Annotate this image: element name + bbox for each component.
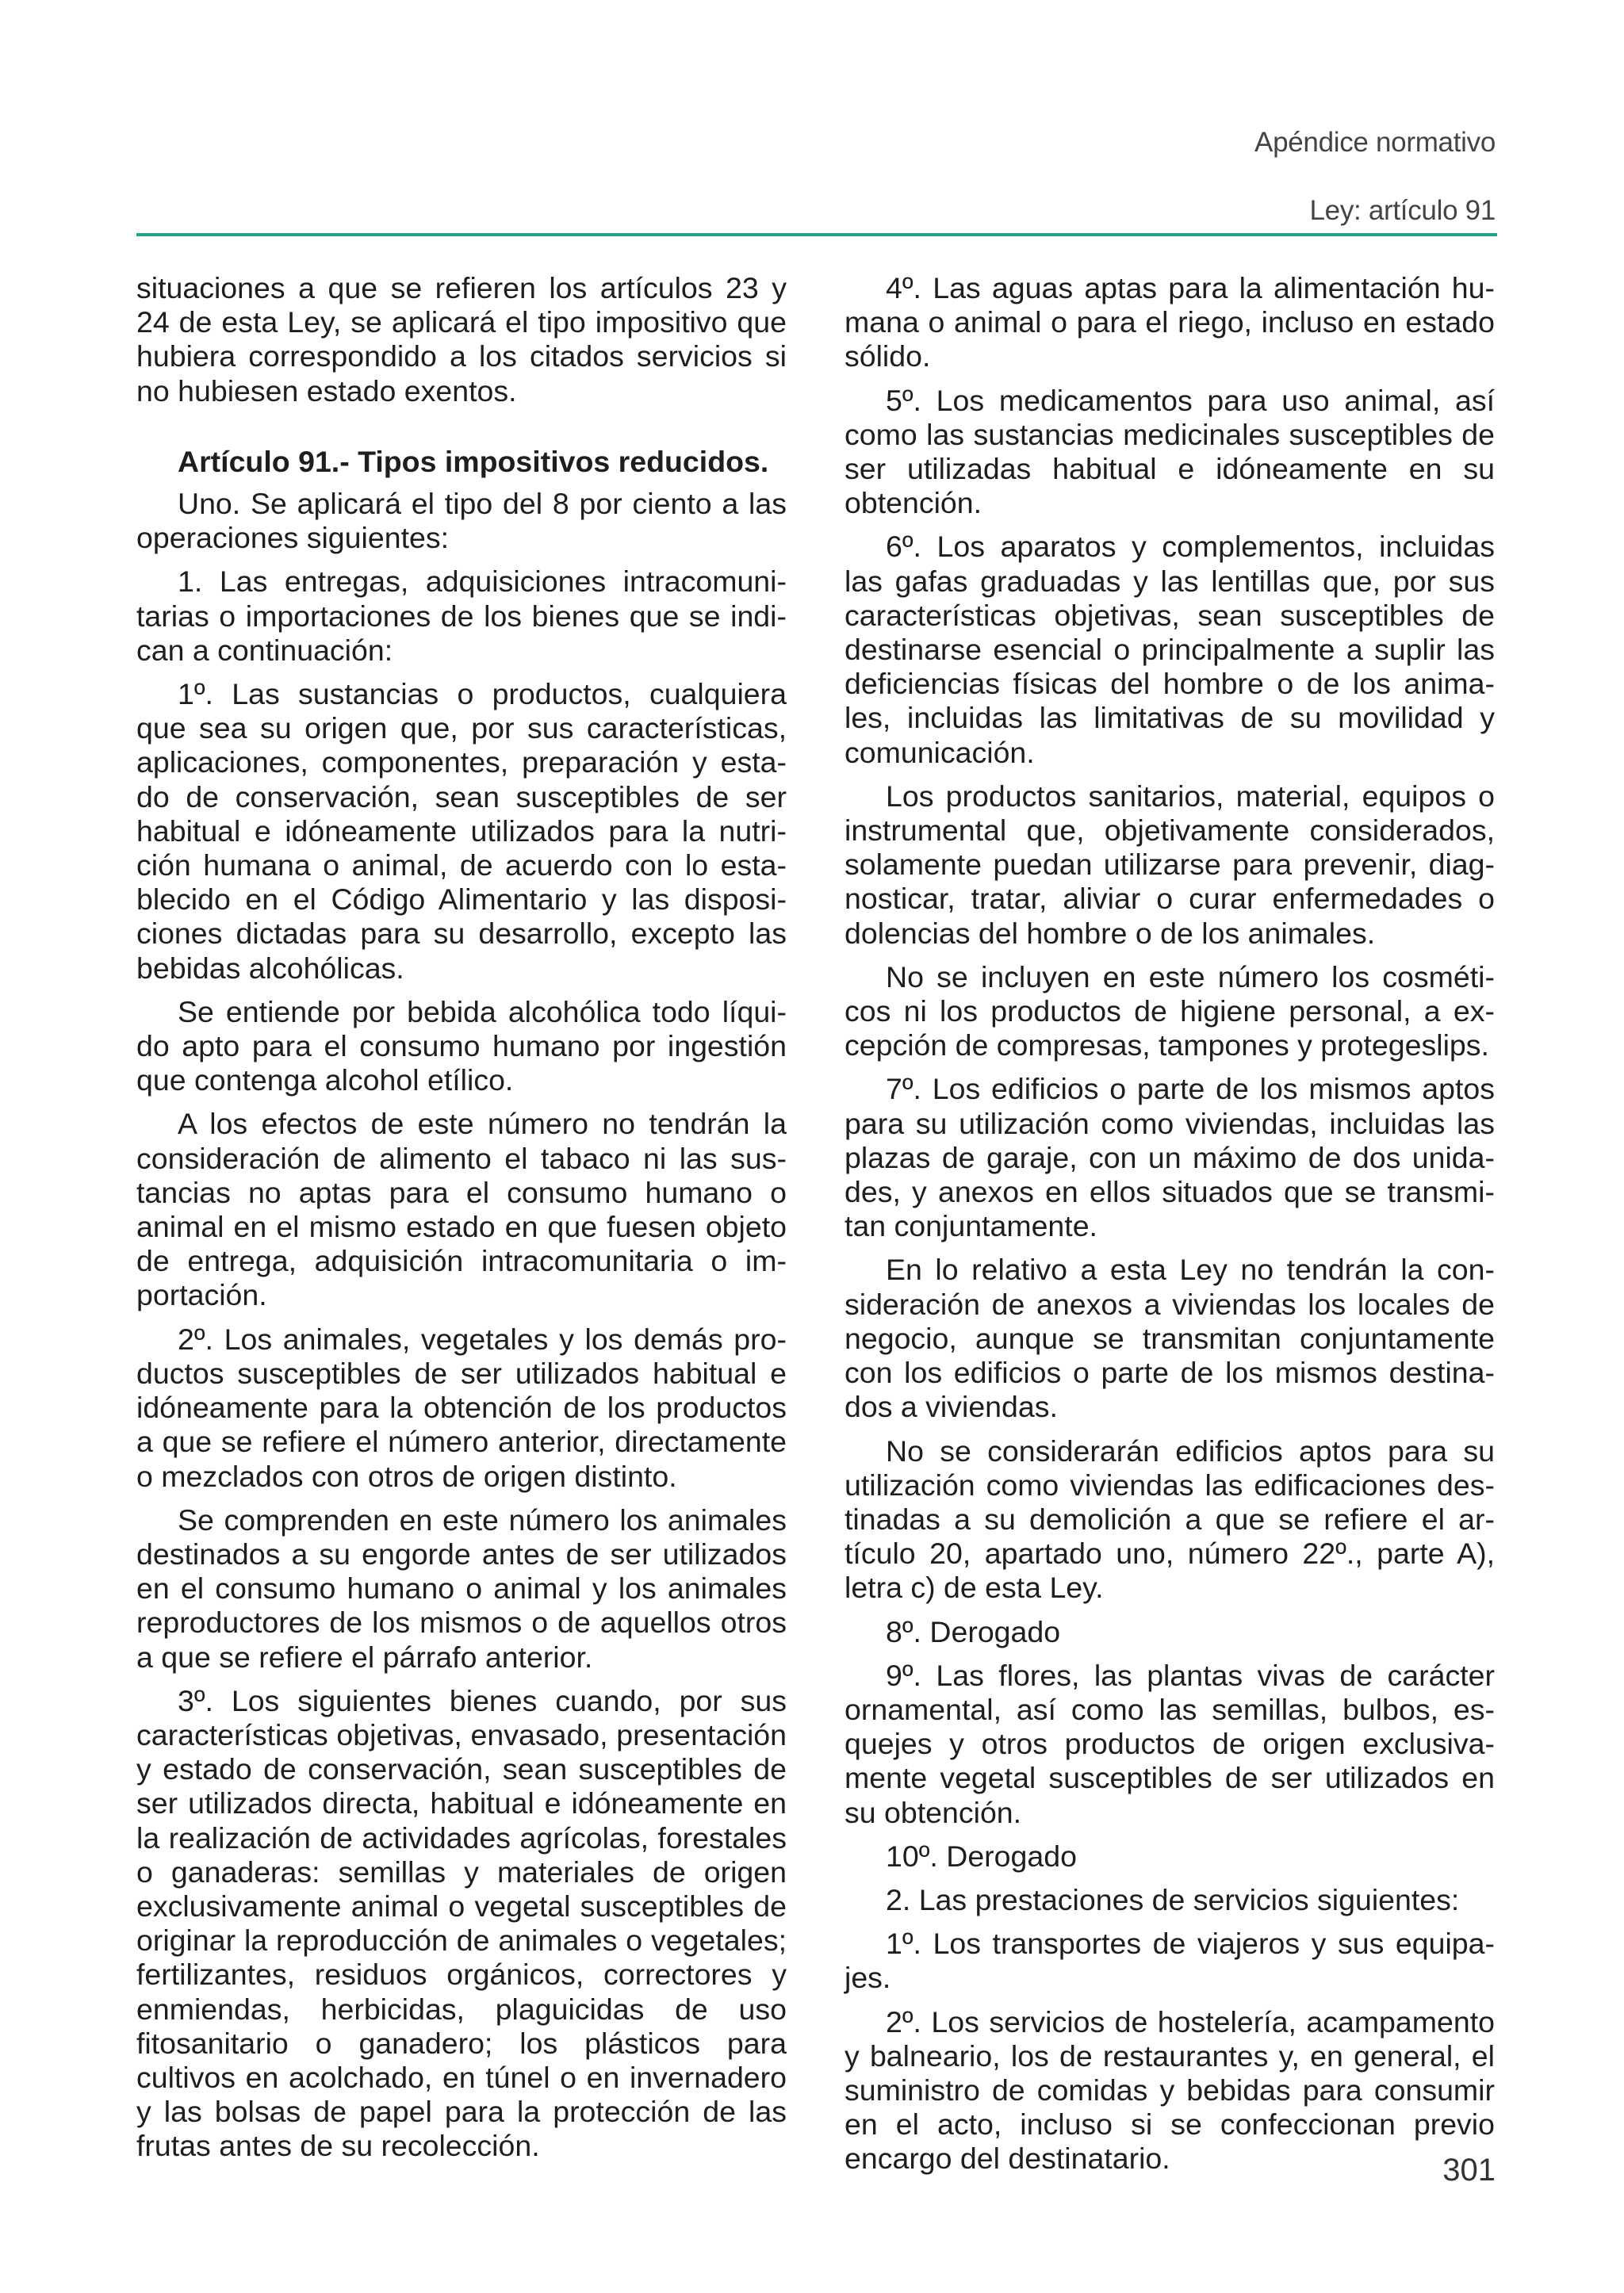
right-column: [845, 271, 1495, 2186]
paragraph: 10º. Derogado: [886, 1839, 1077, 1873]
header-rule: [136, 233, 1497, 236]
paragraph: 3º. Los siguientes bienes cuando, por sus características objetivas, envasado, presentación y estado de conservación, sean susceptibles de ser utilizados directa, habitual e idóneamente en la realización de actividades agrícolas, forestales o ganaderas: semillas y materiales de origen exclusivamente animal o vegetal susceptibles de originar la reproducción de animales o vegetales; fertilizantes, residuos orgánicos, correctores y enmiendas, herbicidas, plaguicidas de uso fitosanitario o ganadero; los plásticos para cultivos en acolchado, en túnel o en invernadero y las bolsas de papel para la protección de las frutas antes de su recolección.: [136, 1683, 787, 2163]
paragraph: 8º. Derogado: [886, 1614, 1061, 1648]
paragraph: 1º. Los transportes de viajeros y sus equipajes.: [845, 1927, 1495, 1995]
left-column: [136, 271, 787, 2173]
paragraph: 2º. Los servicios de hostelería, acampamento y balneario, los de restaurantes y, en general, el suministro de comidas y bebidas para consumir en el acto, incluso si se confeccionan previo encargo del destinatario.: [845, 2004, 1495, 2176]
paragraph: 1º. Las sustancias o productos, cualquiera que sea su origen que, por sus características, aplicaciones, componentes, preparación y estado de conservación, sean susceptibles de ser habitual e idóneamente utilizados para la nutrición humana o animal, de acuerdo con lo establecido en el Código Alimentario y las disposiciones dictadas para su desarrollo, excepto las bebidas alcohólicas.: [136, 677, 787, 985]
running-header-section: Apéndice normativo: [1254, 127, 1496, 158]
paragraph: situaciones a que se refieren los artículos 23 y 24 de esta Ley, se aplicará el tipo impositivo que hubiera correspondido a los citados servicios si no hubiesen estado exentos.: [136, 271, 787, 408]
paragraph: 2. Las prestaciones de servicios siguientes:: [886, 1882, 1460, 1916]
paragraph: A los efectos de este número no tendrán la consideración de alimento el tabaco ni las sustancias no aptas para el consumo humano o animal en el mismo estado en que fuesen objeto de entrega, adquisición intracomunitaria o importación.: [136, 1107, 787, 1312]
paragraph: Se comprenden en este número los animales destinados a su engorde antes de ser utilizados en el consumo humano o animal y los animales reproductores de los mismos o de aquellos otros a que se refiere el párrafo anterior.: [136, 1503, 787, 1674]
article-heading: Artículo 91.- Tipos impositivos reducidos.: [178, 444, 769, 478]
paragraph: 7º. Los edificios o parte de los mismos aptos para su utilización como viviendas, incluidas las plazas de garaje, con un máximo de dos unidades, y anexos en ellos situados que se transmitan conjuntamente.: [845, 1072, 1495, 1243]
paragraph: 2º. Los animales, vegetales y los demás productos susceptibles de ser utilizados habitual e idóneamente para la obtención de los productos a que se refiere el número anterior, directamente o mezclados con otros de origen distinto.: [136, 1322, 787, 1493]
page-number: 301: [1442, 2153, 1496, 2188]
paragraph: Se entiende por bebida alcohólica todo líquido apto para el consumo humano por ingestión que contenga alcohol etílico.: [136, 994, 787, 1097]
paragraph: 5º. Los medicamentos para uso animal, así como las sustancias medicinales susceptibles de ser utilizadas habitual e idóneamente en su obtención.: [845, 383, 1495, 520]
paragraph: 4º. Las aguas aptas para la alimentación humana o animal o para el riego, incluso en estado sólido.: [845, 271, 1495, 373]
running-header-article: Ley: artículo 91: [1309, 195, 1496, 226]
paragraph: No se considerarán edificios aptos para su utilización como viviendas las edificaciones destinadas a su demolición a que se refiere el artículo 20, apartado uno, número 22º., parte A), letra c) de esta Ley.: [845, 1434, 1495, 1605]
paragraph: No se incluyen en este número los cosméticos ni los productos de higiene personal, a excepción de compresas, tampones y protegeslips.: [845, 959, 1495, 1062]
paragraph: Los productos sanitarios, material, equipos o instrumental que, objetivamente considerados, solamente puedan utilizarse para prevenir, diagnosticar, tratar, aliviar o curar enfermedades o dolencias del hombre o de los animales.: [845, 779, 1495, 950]
paragraph: 6º. Los aparatos y complementos, incluidas las gafas graduadas y las lentillas que, por sus características objetivas, sean susceptibles de destinarse esencial o principalmente a suplir las deficiencias físicas del hombre o de los animales, incluidas las limitativas de su movilidad y comunicación.: [845, 530, 1495, 769]
paragraph: En lo relativo a esta Ley no tendrán la consideración de anexos a viviendas los locales de negocio, aunque se transmitan conjuntamente con los edificios o parte de los mismos destinados a viviendas.: [845, 1253, 1495, 1424]
paragraph: Uno. Se aplicará el tipo del 8 por ciento a las operaciones siguientes:: [136, 487, 787, 555]
paragraph: 9º. Las flores, las plantas vivas de carácter ornamental, así como las semillas, bulbos, esquejes y otros productos de origen exclusivamente vegetal susceptibles de ser utilizados en su obtención.: [845, 1658, 1495, 1829]
paragraph: 1. Las entregas, adquisiciones intracomunitarias o importaciones de los bienes que se indican a continuación:: [136, 565, 787, 667]
